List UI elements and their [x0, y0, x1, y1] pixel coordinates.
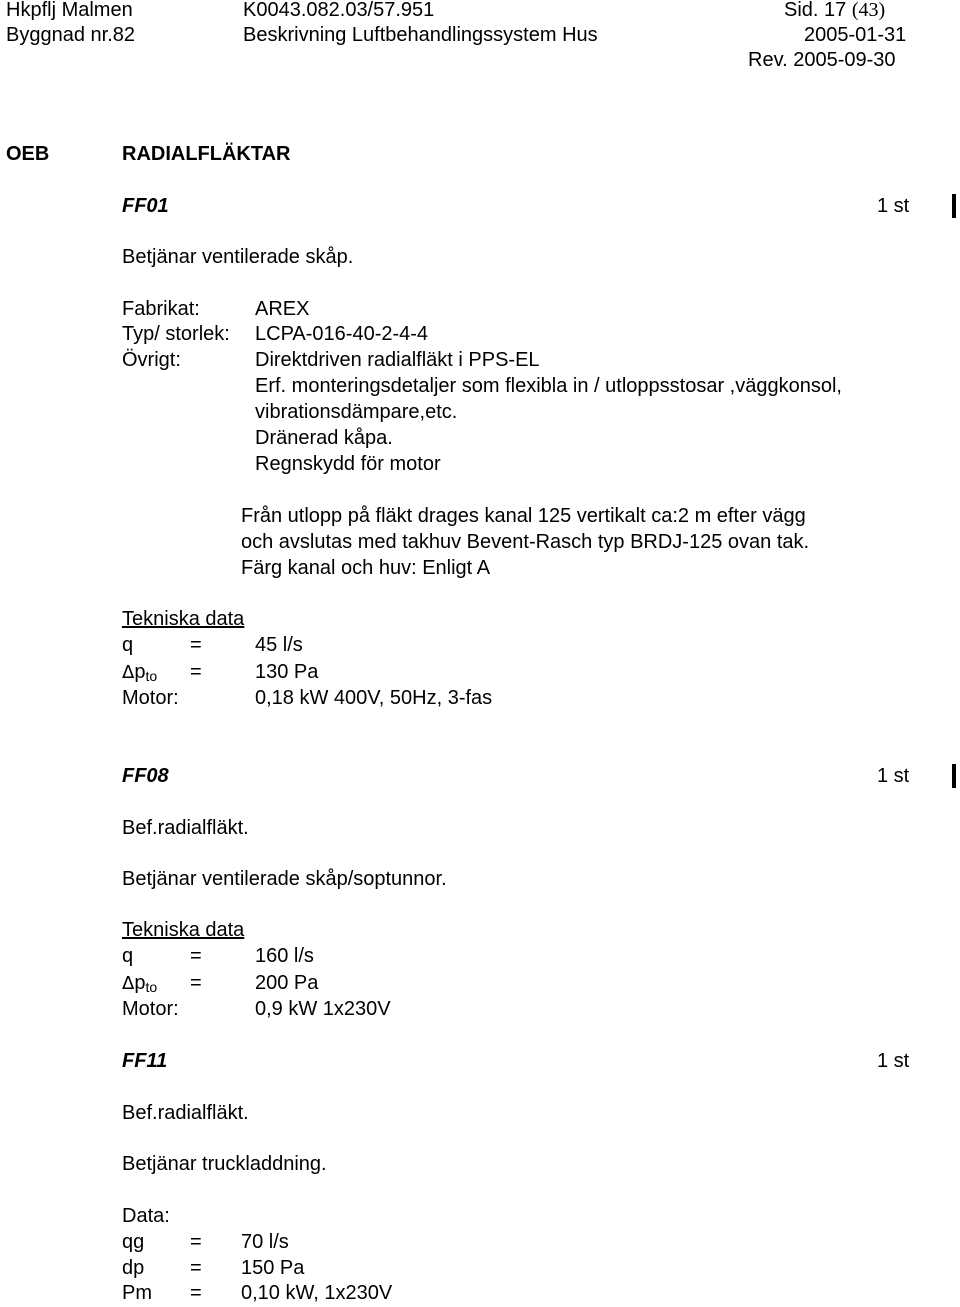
ff08-q-label: q — [122, 945, 134, 967]
header-building: Byggnad nr.82 — [6, 24, 135, 46]
ff08-dp-sub: to — [145, 979, 158, 995]
ff11-dp-value: 150 Pa — [241, 1257, 305, 1279]
ff01-q-value: 45 l/s — [255, 634, 303, 656]
ff08-change-bar — [952, 764, 956, 788]
ff01-fabrikat-value: AREX — [255, 298, 310, 320]
ff01-dp-eq: = — [190, 661, 202, 683]
ff01-serves: Betjänar ventilerade skåp. — [122, 246, 354, 268]
ff08-dp-p: p — [134, 972, 146, 994]
ff11-dp-label: dp — [122, 1257, 145, 1279]
ff08-dp-value: 200 Pa — [255, 972, 319, 994]
ff01-ovrigt-line: Regnskydd för motor — [255, 453, 441, 475]
ff08-qty: 1 st — [877, 765, 910, 787]
section-title: RADIALFLÄKTAR — [122, 143, 291, 165]
ff01-change-bar — [952, 194, 956, 218]
header-doc-number: K0043.082.03/57.951 — [243, 0, 435, 21]
ff08-q-value: 160 l/s — [255, 945, 314, 967]
header-doc-title: Beskrivning Luftbehandlingssystem Hus — [243, 24, 598, 46]
ff01-ovrigt-line: Direktdriven radialfläkt i PPS-EL — [255, 349, 540, 371]
ff11-qty: 1 st — [877, 1050, 910, 1072]
ff01-ovrigt-label: Övrigt: — [122, 349, 181, 371]
ff01-tech-heading: Tekniska data — [122, 608, 245, 630]
ff08-q-eq: = — [190, 945, 202, 967]
delta-symbol: Δ — [122, 973, 135, 994]
ff08-serves: Betjänar ventilerade skåp/soptunnor. — [122, 868, 447, 890]
ff08-motor-value: 0,9 kW 1x230V — [255, 998, 391, 1020]
header-company: Hkpflj Malmen — [6, 0, 133, 21]
section-code: OEB — [6, 143, 50, 165]
ff11-pm-label: Pm — [122, 1282, 152, 1304]
ff01-dp-label — [122, 660, 157, 685]
ff11-id: FF11 — [122, 1050, 168, 1072]
ff08-tech-heading: Tekniska data — [122, 919, 245, 941]
ff11-dp-eq: = — [190, 1257, 202, 1279]
ff11-desc: Bef.radialfläkt. — [122, 1102, 249, 1124]
ff11-serves: Betjänar truckladdning. — [122, 1153, 327, 1175]
ff11-qg-label: qg — [122, 1231, 145, 1253]
ff08-desc: Bef.radialfläkt. — [122, 817, 249, 839]
ff01-motor-value: 0,18 kW 400V, 50Hz, 3-fas — [255, 687, 493, 709]
ff11-pm-value: 0,10 kW, 1x230V — [241, 1282, 393, 1304]
header-revision: Rev. 2005-09-30 — [748, 49, 896, 71]
ff11-qg-value: 70 l/s — [241, 1231, 289, 1253]
header-date: 2005-01-31 — [804, 24, 907, 46]
delta-symbol: Δ — [122, 662, 135, 683]
ff11-pm-eq: = — [190, 1282, 202, 1304]
ff08-dp-eq: = — [190, 972, 202, 994]
ff01-typ-label: Typ/ storlek: — [122, 323, 230, 345]
ff01-dp-sub: to — [145, 668, 158, 684]
header-page-total: (43) — [851, 0, 886, 21]
ff01-qty: 1 st — [877, 195, 910, 217]
ff01-fabrikat-label: Fabrikat: — [122, 298, 200, 320]
ff01-id: FF01 — [122, 195, 169, 217]
ff01-duct-line: och avslutas med takhuv Bevent-Rasch typ BRDJ-125 ovan tak. — [241, 531, 810, 553]
ff11-data-heading: Data: — [122, 1205, 170, 1227]
ff01-ovrigt-line: vibrationsdämpare,etc. — [255, 401, 458, 423]
ff01-ovrigt-line: Erf. monteringsdetaljer som flexibla in / utloppsstosar ,väggkonsol, — [255, 375, 842, 397]
ff08-motor-label: Motor: — [122, 998, 179, 1020]
ff01-ovrigt-line: Dränerad kåpa. — [255, 427, 393, 449]
ff01-motor-label: Motor: — [122, 687, 179, 709]
header-page — [784, 0, 885, 22]
header-page-label: Sid. 17 — [784, 0, 847, 21]
ff01-dp-value: 130 Pa — [255, 661, 319, 683]
ff01-duct-line: Färg kanal och huv: Enligt A — [241, 557, 491, 579]
ff08-id: FF08 — [122, 765, 169, 787]
ff08-dp-label — [122, 971, 157, 996]
ff01-dp-p: p — [134, 661, 146, 683]
ff11-qg-eq: = — [190, 1231, 202, 1253]
ff01-duct-line: Från utlopp på fläkt drages kanal 125 vertikalt ca:2 m efter vägg — [241, 505, 806, 527]
ff01-typ-value: LCPA-016-40-2-4-4 — [255, 323, 429, 345]
ff01-q-label: q — [122, 634, 134, 656]
ff01-q-eq: = — [190, 634, 202, 656]
